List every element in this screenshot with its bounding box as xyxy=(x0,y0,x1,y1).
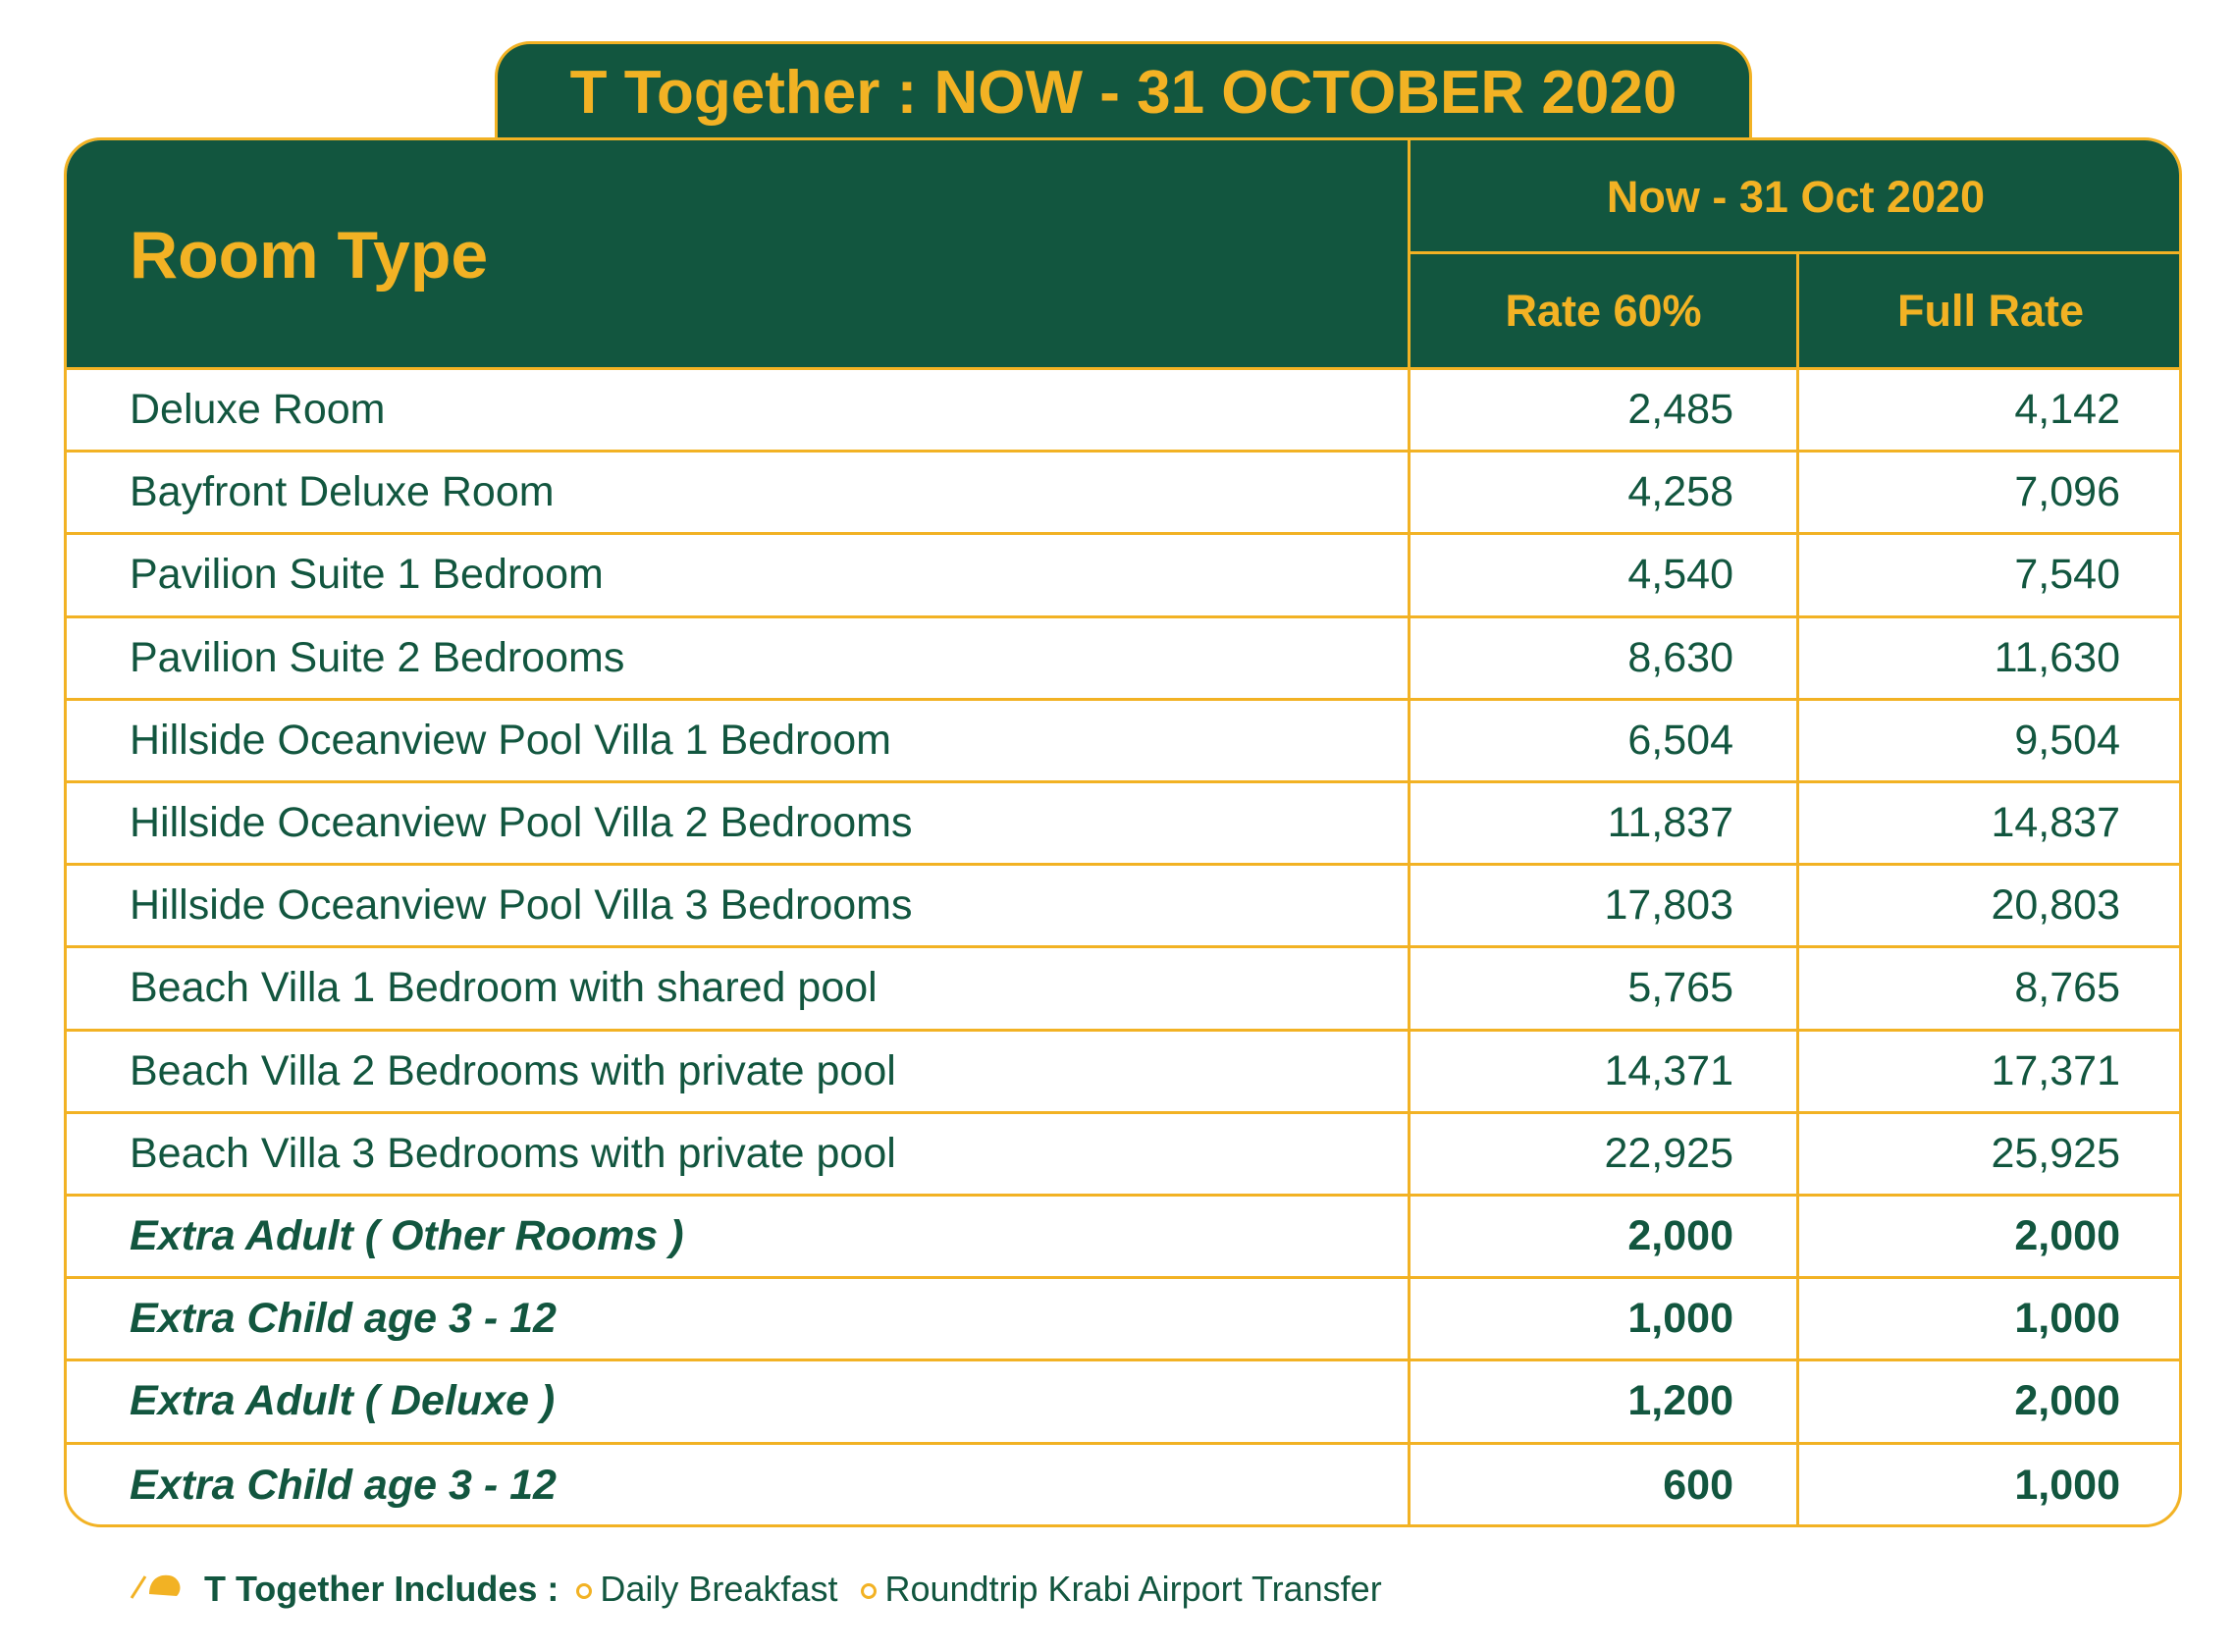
rate-60-cell: 14,371 xyxy=(1604,1046,1733,1094)
full-rate-cell: 17,371 xyxy=(1991,1046,2120,1094)
table-row xyxy=(67,701,2179,783)
full-rate-cell: 2,000 xyxy=(2014,1377,2120,1425)
table-row xyxy=(67,866,2179,948)
rate-60-cell: 8,630 xyxy=(1627,633,1733,681)
table-row xyxy=(67,618,2179,701)
full-rate-cell: 14,837 xyxy=(1991,799,2120,847)
bullet-icon xyxy=(861,1583,877,1599)
full-rate-cell: 25,925 xyxy=(1991,1129,2120,1177)
extra-charge-row xyxy=(67,1361,2179,1444)
extra-charge-row xyxy=(67,1445,2179,1527)
full-rate-cell: 9,504 xyxy=(2014,716,2120,764)
rate-60-cell: 1,000 xyxy=(1627,1295,1733,1343)
full-rate-cell: 1,000 xyxy=(2014,1462,2120,1510)
column-divider xyxy=(1408,370,1411,1527)
full-rate-cell: 7,540 xyxy=(2014,551,2120,599)
room-name-cell: Beach Villa 1 Bedroom with shared pool xyxy=(130,964,878,1012)
table-row xyxy=(67,453,2179,535)
room-name-cell: Extra Child age 3 - 12 xyxy=(130,1462,557,1510)
inclusions-footer xyxy=(128,1563,1402,1616)
full-rate-cell: 8,765 xyxy=(2014,964,2120,1012)
header-period: Now - 31 Oct 2020 xyxy=(1606,172,1986,222)
room-name-cell: Extra Child age 3 - 12 xyxy=(130,1295,557,1343)
room-name-cell: Deluxe Room xyxy=(130,386,386,434)
rate-60-cell: 2,485 xyxy=(1627,386,1733,434)
room-name-cell: Beach Villa 3 Bedrooms with private pool xyxy=(130,1129,896,1177)
full-rate-cell: 4,142 xyxy=(2014,386,2120,434)
room-name-cell: Extra Adult ( Deluxe ) xyxy=(130,1377,556,1425)
room-name-cell: Hillside Oceanview Pool Villa 3 Bedrooms xyxy=(130,881,913,930)
rate-60-cell: 17,803 xyxy=(1604,881,1733,930)
extra-charge-row xyxy=(67,1197,2179,1279)
header-room-type: Room Type xyxy=(130,218,489,293)
table-row xyxy=(67,783,2179,866)
room-name-cell: Extra Adult ( Other Rooms ) xyxy=(130,1212,684,1260)
table-row xyxy=(67,535,2179,617)
rate-60-cell: 600 xyxy=(1663,1462,1733,1510)
room-name-cell: Hillside Oceanview Pool Villa 2 Bedrooms xyxy=(130,799,913,847)
room-name-cell: Pavilion Suite 2 Bedrooms xyxy=(130,633,625,681)
header-rate-60: Rate 60% xyxy=(1505,286,1702,336)
rate-60-cell: 22,925 xyxy=(1604,1129,1733,1177)
table-row xyxy=(67,1114,2179,1197)
table-row xyxy=(67,948,2179,1031)
header-full-rate: Full Rate xyxy=(1896,286,2085,336)
column-divider xyxy=(1796,370,1799,1527)
table-row xyxy=(67,370,2179,453)
full-rate-cell: 20,803 xyxy=(1991,881,2120,930)
room-name-cell: Beach Villa 2 Bedrooms with private pool xyxy=(130,1046,896,1094)
leaf-logo-icon xyxy=(128,1565,186,1604)
table-body xyxy=(67,370,2179,1527)
rate-60-cell: 4,258 xyxy=(1627,468,1733,516)
full-rate-cell: 7,096 xyxy=(2014,468,2120,516)
rate-table xyxy=(64,137,2182,1527)
rate-60-cell: 5,765 xyxy=(1627,964,1733,1012)
page-title: T Together : NOW - 31 OCTOBER 2020 xyxy=(495,41,1752,141)
room-name-cell: Pavilion Suite 1 Bedroom xyxy=(130,551,604,599)
table-row xyxy=(67,1032,2179,1114)
full-rate-cell: 1,000 xyxy=(2014,1295,2120,1343)
rate-60-cell: 6,504 xyxy=(1627,716,1733,764)
inclusion-item: Roundtrip Krabi Airport Transfer xyxy=(884,1569,1382,1609)
rate-60-cell: 1,200 xyxy=(1627,1377,1733,1425)
extra-charge-row xyxy=(67,1279,2179,1361)
room-name-cell: Hillside Oceanview Pool Villa 1 Bedroom xyxy=(130,716,891,764)
rate-60-cell: 11,837 xyxy=(1607,799,1733,847)
inclusions-label: T Together Includes : xyxy=(204,1569,559,1609)
bullet-icon xyxy=(576,1583,592,1599)
full-rate-cell: 2,000 xyxy=(2014,1212,2120,1260)
table-header xyxy=(67,140,2179,370)
room-name-cell: Bayfront Deluxe Room xyxy=(130,468,555,516)
rate-60-cell: 4,540 xyxy=(1627,551,1733,599)
full-rate-cell: 11,630 xyxy=(1994,633,2120,681)
inclusion-item: Daily Breakfast xyxy=(600,1569,838,1609)
rate-60-cell: 2,000 xyxy=(1627,1212,1733,1260)
